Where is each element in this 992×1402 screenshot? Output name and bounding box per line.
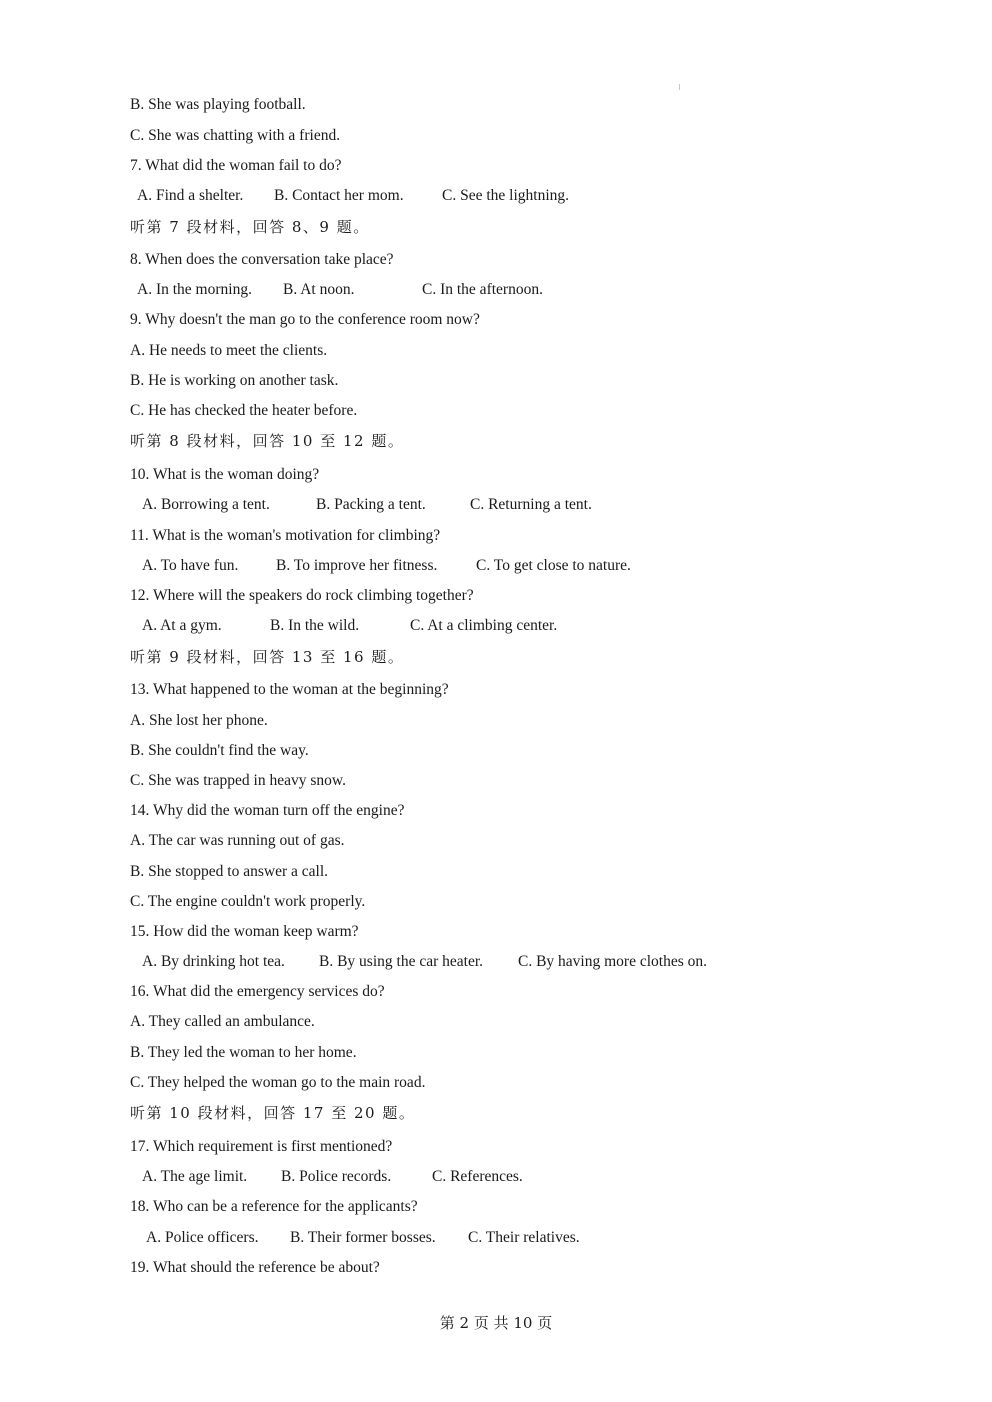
option-b: B. At noon. <box>283 281 355 298</box>
option-c: C. Returning a tent. <box>470 496 592 513</box>
section-instruction: 听第 8 段材料，回答 10 至 12 题。 <box>130 432 405 450</box>
question-8: 8. When does the conversation take place? <box>130 251 394 268</box>
section-instruction: 听第 10 段材料，回答 17 至 20 题。 <box>130 1104 416 1122</box>
question-10: 10. What is the woman doing? <box>130 466 320 483</box>
option-a: A. To have fun. <box>142 557 239 574</box>
option-c: C. In the afternoon. <box>422 281 543 298</box>
option-line: C. She was trapped in heavy snow. <box>130 772 346 789</box>
question-16: 16. What did the emergency services do? <box>130 983 385 1000</box>
option-a: A. Police officers. <box>146 1229 259 1246</box>
option-a: A. At a gym. <box>142 617 222 634</box>
option-b: B. In the wild. <box>270 617 360 634</box>
option-b: B. Police records. <box>281 1168 392 1185</box>
option-line: B. She couldn't find the way. <box>130 742 309 759</box>
option-line: B. They led the woman to her home. <box>130 1044 357 1061</box>
option-b: B. Packing a tent. <box>316 496 426 513</box>
question-14: 14. Why did the woman turn off the engine? <box>130 802 405 819</box>
option-c: C. To get close to nature. <box>476 557 631 574</box>
option-a: A. Find a shelter. <box>137 187 244 204</box>
question-12: 12. Where will the speakers do rock climbing together? <box>130 587 474 604</box>
option-b: B. Their former bosses. <box>290 1229 436 1246</box>
option-line: C. He has checked the heater before. <box>130 402 358 419</box>
question-11: 11. What is the woman's motivation for climbing? <box>130 527 441 544</box>
option-c: C. By having more clothes on. <box>518 953 707 970</box>
question-15: 15. How did the woman keep warm? <box>130 923 359 940</box>
option-c: C. Their relatives. <box>468 1229 580 1246</box>
option-line: A. She lost her phone. <box>130 712 268 729</box>
option-line: B. He is working on another task. <box>130 372 339 389</box>
option-a: A. In the morning. <box>137 281 252 298</box>
option-a: A. The age limit. <box>142 1168 248 1185</box>
page-mark <box>679 84 680 90</box>
question-18: 18. Who can be a reference for the applicants? <box>130 1198 418 1215</box>
option-c: C. See the lightning. <box>442 187 570 204</box>
option-line: C. She was chatting with a friend. <box>130 127 341 144</box>
question-19: 19. What should the reference be about? <box>130 1259 380 1276</box>
section-instruction: 听第 7 段材料，回答 8、9 题。 <box>130 218 370 236</box>
section-instruction: 听第 9 段材料，回答 13 至 16 题。 <box>130 648 405 666</box>
option-line: A. He needs to meet the clients. <box>130 342 328 359</box>
question-7: 7. What did the woman fail to do? <box>130 157 342 174</box>
page-footer: 第 2 页 共 10 页 <box>439 1314 553 1332</box>
option-c: C. At a climbing center. <box>410 617 558 634</box>
option-b: B. Contact her mom. <box>274 187 404 204</box>
question-13: 13. What happened to the woman at the beginning? <box>130 681 449 698</box>
option-a: A. Borrowing a tent. <box>142 496 270 513</box>
option-line: B. She was playing football. <box>130 96 306 113</box>
option-c: C. References. <box>432 1168 523 1185</box>
option-line: A. The car was running out of gas. <box>130 832 345 849</box>
option-b: B. To improve her fitness. <box>276 557 438 574</box>
option-line: C. They helped the woman go to the main road. <box>130 1074 426 1091</box>
option-a: A. By drinking hot tea. <box>142 953 285 970</box>
option-line: A. They called an ambulance. <box>130 1013 315 1030</box>
option-b: B. By using the car heater. <box>319 953 483 970</box>
question-9: 9. Why doesn't the man go to the conference room now? <box>130 311 480 328</box>
option-line: B. She stopped to answer a call. <box>130 863 329 880</box>
question-17: 17. Which requirement is first mentioned? <box>130 1138 393 1155</box>
option-line: C. The engine couldn't work properly. <box>130 893 366 910</box>
